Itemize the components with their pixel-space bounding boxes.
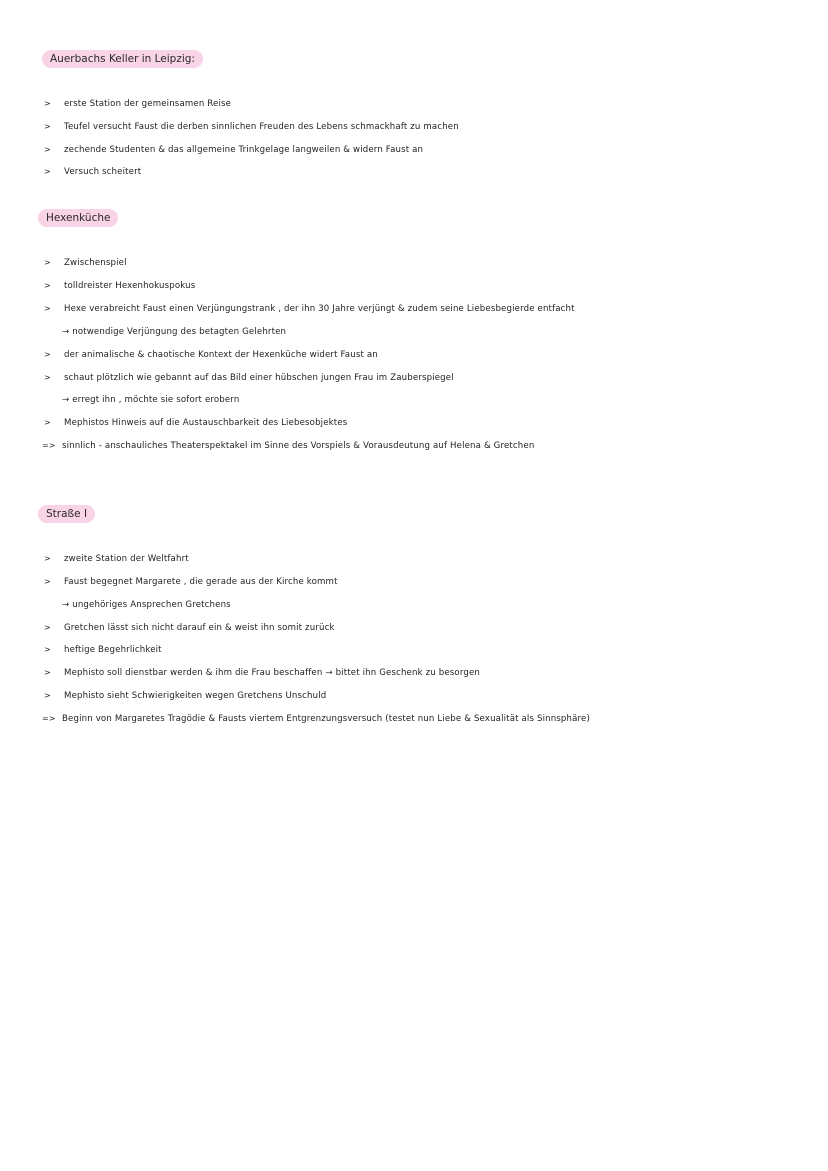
item-text: → notwendige Verjüngung des betagten Gelehrten [62, 327, 287, 337]
item-text: Hexe verabreicht Faust einen Verjüngungstrank , der ihn 30 Jahre verjüngt & zudem seine Liebesbegierde entfacht [64, 304, 575, 314]
item-text: tolldreister Hexenhokuspokus [64, 281, 196, 291]
list-item [44, 417, 347, 429]
bullet-marker: > [44, 258, 51, 267]
list-item [44, 622, 335, 634]
item-text: Beginn von Margaretes Tragödie & Fausts viertem Entgrenzungsversuch (testet nun Liebe & Sexualität als Sinnsphäre) [62, 714, 590, 724]
item-text: zweite Station der Weltfahrt [64, 554, 189, 564]
list-item [44, 576, 338, 588]
item-text: schaut plötzlich wie gebannt auf das Bild einer hübschen jungen Frau im Zauberspiegel [64, 373, 454, 383]
bullet-marker: > [44, 691, 51, 700]
conclusion-item [42, 440, 534, 452]
item-text: Zwischenspiel [64, 258, 127, 268]
double-arrow-marker: => [42, 441, 56, 450]
list-subitem [42, 599, 231, 611]
list-item [44, 372, 454, 384]
item-text: → ungehöriges Ansprechen Gretchens [62, 600, 231, 610]
item-text: der animalische & chaotische Kontext der Hexenküche widert Faust an [64, 350, 378, 360]
bullet-marker: > [44, 281, 51, 290]
bullet-marker: > [44, 623, 51, 632]
bullet-marker: > [44, 577, 51, 586]
item-text: zechende Studenten & das allgemeine Trinkgelage langweilen & widern Faust an [64, 145, 424, 155]
list-subitem [42, 326, 286, 338]
bullet-marker: > [44, 418, 51, 427]
conclusion-item [42, 713, 590, 725]
list-item [44, 257, 127, 269]
bullet-marker: > [44, 668, 51, 677]
bullet-marker: > [44, 350, 51, 359]
bullet-marker: > [44, 167, 51, 176]
bullet-marker: > [44, 645, 51, 654]
item-text: Mephistos Hinweis auf die Austauschbarkeit des Liebesobjektes [64, 418, 348, 428]
list-item [44, 121, 459, 133]
list-subitem [42, 394, 239, 406]
list-item [44, 144, 423, 156]
list-item [44, 303, 575, 315]
list-item [44, 667, 480, 679]
item-text: → erregt ihn , möchte sie sofort erobern [62, 395, 240, 405]
item-text: Versuch scheitert [64, 167, 142, 177]
item-text: Teufel versucht Faust die derben sinnlichen Freuden des Lebens schmackhaft zu machen [64, 122, 459, 132]
bullet-marker: > [44, 373, 51, 382]
item-text: Gretchen lässt sich nicht darauf ein & weist ihn somit zurück [64, 623, 335, 633]
bullet-marker: > [44, 304, 51, 313]
list-item [44, 349, 378, 361]
bullet-marker: > [44, 145, 51, 154]
bullet-marker: > [44, 99, 51, 108]
item-text: sinnlich - anschauliches Theaterspektakel im Sinne des Vorspiels & Vorausdeutung auf Helena & Gretchen [62, 441, 535, 451]
bullet-marker: > [44, 122, 51, 131]
item-text: heftige Begehrlichkeit [64, 645, 162, 655]
list-item [44, 166, 141, 178]
item-text: Mephisto soll dienstbar werden & ihm die Frau beschaffen → bittet ihn Geschenk zu besorgen [64, 668, 480, 678]
item-text: Mephisto sieht Schwierigkeiten wegen Gretchens Unschuld [64, 691, 327, 701]
item-text: Faust begegnet Margarete , die gerade aus der Kirche kommt [64, 577, 338, 587]
double-arrow-marker: => [42, 714, 56, 723]
section-heading-hexenkueche: Hexenküche [38, 209, 118, 227]
bullet-marker: > [44, 554, 51, 563]
list-item [44, 553, 189, 565]
item-text: erste Station der gemeinsamen Reise [64, 99, 232, 109]
list-item [44, 280, 195, 292]
list-item [44, 98, 231, 110]
section-heading-auerbachs-keller: Auerbachs Keller in Leipzig: [42, 50, 203, 68]
section-heading-strasse-1: Straße I [38, 505, 95, 523]
list-item [44, 690, 326, 702]
list-item [44, 644, 162, 656]
